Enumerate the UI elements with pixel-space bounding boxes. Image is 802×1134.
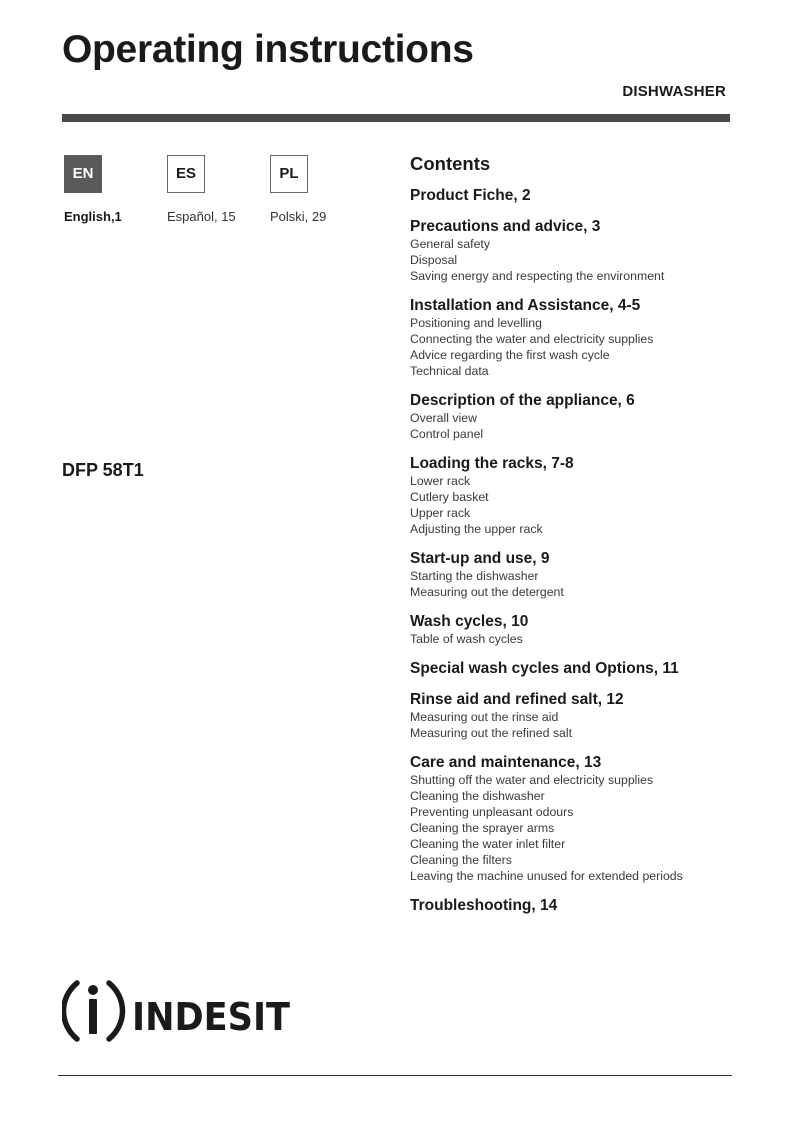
- toc-subitem[interactable]: Table of wash cycles: [410, 632, 523, 647]
- toc-subitem[interactable]: Shutting off the water and electricity supplies: [410, 773, 654, 788]
- toc-sections: [410, 186, 750, 915]
- toc-section: [410, 896, 750, 915]
- toc-subitem[interactable]: Connecting the water and electricity supplies: [410, 332, 654, 347]
- product-type-label: DISHWASHER: [622, 83, 726, 100]
- language-badge-en[interactable]: EN: [64, 155, 102, 193]
- contents-title: Contents: [410, 153, 491, 174]
- model-name: DFP 58T1: [62, 460, 144, 480]
- toc-subitem[interactable]: Saving energy and respecting the environment: [410, 269, 665, 284]
- language-label-pl[interactable]: Polski, 29: [270, 209, 327, 224]
- toc-heading[interactable]: Product Fiche, 2: [410, 187, 531, 205]
- toc-section: [410, 296, 750, 379]
- toc-section: [410, 549, 750, 600]
- toc-subitem[interactable]: Measuring out the rinse aid: [410, 710, 559, 725]
- toc-subitem[interactable]: Starting the dishwasher: [410, 569, 539, 584]
- toc-subitem[interactable]: Leaving the machine unused for extended periods: [410, 869, 683, 884]
- logo-wordmark: INDESIT: [132, 995, 291, 1039]
- toc-heading[interactable]: Troubleshooting, 14: [410, 897, 558, 915]
- toc-subitem[interactable]: Disposal: [410, 253, 458, 268]
- toc-heading[interactable]: Installation and Assistance, 4-5: [410, 297, 641, 315]
- toc-subitem[interactable]: General safety: [410, 237, 490, 252]
- logo-i-stem: [89, 999, 97, 1034]
- toc-section: [410, 612, 750, 647]
- page-title: Operating instructions: [62, 28, 474, 71]
- toc-heading[interactable]: Loading the racks, 7-8: [410, 455, 574, 473]
- toc-subitem[interactable]: Technical data: [410, 364, 489, 379]
- language-badge-es[interactable]: ES: [167, 155, 205, 193]
- toc-section: [410, 186, 750, 205]
- header-divider: [62, 114, 730, 122]
- toc-subitem[interactable]: Measuring out the detergent: [410, 585, 564, 600]
- toc-subitem[interactable]: Control panel: [410, 427, 484, 442]
- language-label-en[interactable]: English,1: [64, 209, 122, 224]
- language-option-pl[interactable]: [270, 155, 370, 224]
- indesit-logo: [62, 978, 294, 1044]
- toc-section: [410, 753, 750, 884]
- toc-subitem[interactable]: Positioning and levelling: [410, 316, 542, 331]
- toc-section: [410, 391, 750, 442]
- logo-i-dot: [88, 985, 98, 995]
- toc-heading[interactable]: Special wash cycles and Options, 11: [410, 660, 679, 678]
- language-badge-pl[interactable]: PL: [270, 155, 308, 193]
- toc-heading[interactable]: Rinse aid and refined salt, 12: [410, 691, 624, 709]
- toc-heading[interactable]: Description of the appliance, 6: [410, 392, 635, 410]
- toc-subitem[interactable]: Cutlery basket: [410, 490, 489, 505]
- toc-subitem[interactable]: Adjusting the upper rack: [410, 522, 543, 537]
- toc-subitem[interactable]: Cleaning the dishwasher: [410, 789, 545, 804]
- toc-subitem[interactable]: Cleaning the water inlet filter: [410, 837, 566, 852]
- toc-subitem[interactable]: Cleaning the filters: [410, 853, 512, 868]
- footer-divider: [58, 1075, 732, 1076]
- toc-section: [410, 217, 750, 284]
- toc-section: [410, 690, 750, 741]
- toc-heading[interactable]: Care and maintenance, 13: [410, 754, 602, 772]
- toc-section: [410, 659, 750, 678]
- language-option-en[interactable]: [64, 155, 164, 224]
- toc-subitem[interactable]: Cleaning the sprayer arms: [410, 821, 555, 836]
- toc-subitem[interactable]: Advice regarding the first wash cycle: [410, 348, 610, 363]
- toc-subitem[interactable]: Lower rack: [410, 474, 471, 489]
- toc-heading[interactable]: Wash cycles, 10: [410, 613, 529, 631]
- toc-subitem[interactable]: Measuring out the refined salt: [410, 726, 573, 741]
- language-label-es[interactable]: Español, 15: [167, 209, 236, 224]
- table-of-contents: [410, 152, 750, 927]
- toc-subitem[interactable]: Upper rack: [410, 506, 471, 521]
- toc-heading[interactable]: Start-up and use, 9: [410, 550, 550, 568]
- toc-heading[interactable]: Precautions and advice, 3: [410, 218, 601, 236]
- toc-subitem[interactable]: Overall view: [410, 411, 477, 426]
- toc-section: [410, 454, 750, 537]
- language-option-es[interactable]: [167, 155, 267, 224]
- toc-subitem[interactable]: Preventing unpleasant odours: [410, 805, 574, 820]
